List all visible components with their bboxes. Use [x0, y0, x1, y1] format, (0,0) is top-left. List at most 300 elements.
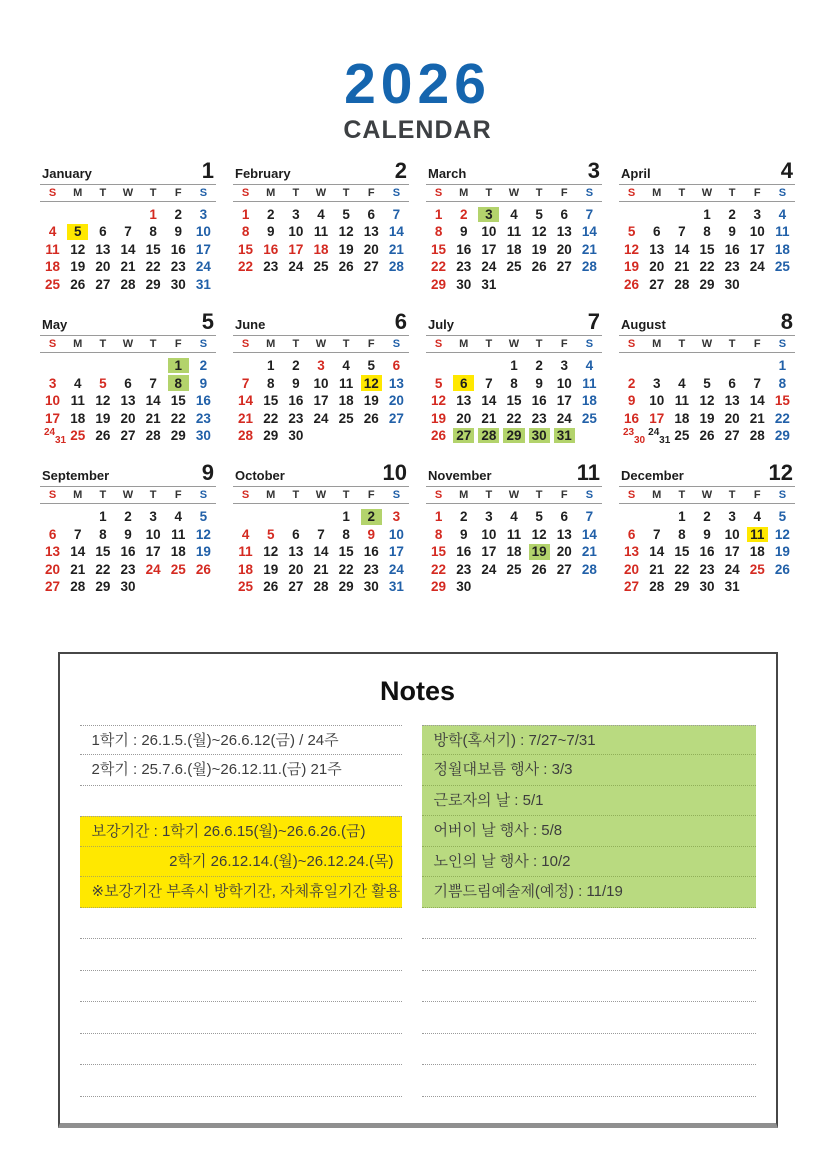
- day-cell: 24: [145, 561, 161, 577]
- blank-cell: [90, 357, 115, 375]
- year-title: 2026: [344, 52, 491, 116]
- weekday-label: W: [701, 489, 713, 502]
- day-cell: 8: [99, 526, 107, 542]
- day-cell: 7: [485, 375, 493, 391]
- month-number: 6: [394, 309, 407, 335]
- note-empty-row: [80, 971, 402, 1003]
- month-name: November: [428, 468, 492, 484]
- note-row: [422, 786, 756, 817]
- day-cell: 11: [775, 224, 790, 240]
- blank-cell: [552, 578, 577, 596]
- day-cell: 28: [388, 259, 404, 275]
- month-name: February: [235, 165, 291, 181]
- day-cell: 1: [149, 206, 157, 222]
- day-cell: 3: [560, 358, 569, 374]
- day-cell: 13: [556, 526, 572, 542]
- day-cell: 24: [313, 410, 329, 426]
- day-cell: 22: [95, 561, 111, 577]
- day-cell: 12: [195, 526, 211, 542]
- day-cell: [644, 427, 669, 445]
- day-cell: 17: [649, 410, 665, 426]
- weekday-label: T: [99, 186, 107, 199]
- day-cell: 5: [199, 509, 208, 525]
- day-cell: 14: [581, 526, 597, 542]
- day-cell: 1: [241, 206, 250, 222]
- day-grid: [619, 206, 795, 294]
- day-cell: 19: [338, 241, 354, 257]
- weekday-label: M: [459, 489, 469, 502]
- day-cell: 9: [124, 526, 132, 542]
- day-cell: 12: [699, 393, 715, 409]
- day-cell: 19: [70, 259, 86, 275]
- day-cell: 8: [678, 526, 686, 542]
- day-cell: 9: [199, 375, 208, 391]
- month-header: [40, 309, 216, 335]
- day-cell: 20: [456, 410, 472, 426]
- day-cell: 17: [195, 241, 211, 257]
- weekday-label: T: [678, 186, 686, 199]
- calendar-label: CALENDAR: [343, 116, 492, 144]
- day-cell: 23: [363, 561, 379, 577]
- blank-cell: [694, 357, 719, 375]
- day-cell: 27: [724, 428, 740, 444]
- blank-cell: [40, 508, 65, 526]
- weekday-label: T: [99, 337, 107, 350]
- blank-cell: [115, 357, 140, 375]
- day-cell: 15: [263, 393, 279, 409]
- day-cell: 15: [170, 393, 186, 409]
- weekday-label: S: [392, 186, 401, 199]
- weekday-label: W: [701, 337, 713, 350]
- note-row: [80, 725, 402, 756]
- weekday-label: F: [560, 186, 568, 199]
- day-cell: 25: [749, 561, 765, 577]
- day-grid: [233, 206, 409, 276]
- weekday-label: W: [315, 337, 327, 350]
- weekday-label: F: [367, 489, 375, 502]
- month-name: October: [235, 468, 285, 484]
- blank-cell: [745, 578, 770, 596]
- day-cell: 22: [170, 410, 186, 426]
- day-cell: 13: [288, 544, 304, 560]
- blank-cell: [577, 276, 602, 294]
- weekday-label: T: [485, 186, 493, 199]
- day-cell: 4: [73, 375, 82, 391]
- weekday-label: S: [778, 186, 787, 199]
- page-header: [0, 0, 835, 145]
- day-cell: 6: [367, 206, 376, 222]
- day-cell: 16: [699, 544, 715, 560]
- day-cell: 29: [431, 276, 447, 292]
- day-cell: 3: [317, 358, 325, 374]
- note-row: [80, 755, 402, 786]
- day-cell: 30: [363, 579, 379, 595]
- day-cell: 26: [774, 561, 790, 577]
- day-cell: [40, 427, 65, 445]
- weekday-row: [233, 184, 409, 202]
- day-cell: 29: [170, 428, 186, 444]
- day-cell: 16: [120, 544, 136, 560]
- blank-cell: [308, 508, 333, 526]
- weekday-row: [233, 486, 409, 504]
- day-cell: 4: [678, 375, 686, 391]
- day-cell: 9: [703, 526, 711, 542]
- day-cell: 29: [501, 427, 526, 445]
- day-cell: 4: [48, 224, 57, 240]
- note-empty-row: [422, 1034, 756, 1066]
- day-cell: 26: [195, 561, 211, 577]
- day-cell: 11: [313, 224, 329, 240]
- months-grid: [40, 158, 795, 596]
- note-text: 보강기간 : 1학기 26.6.15(월)~26.6.26.(금): [91, 823, 366, 841]
- day-cell: 12: [95, 393, 111, 409]
- day-cell: 27: [556, 259, 572, 275]
- day-cell: 29: [145, 276, 161, 292]
- day-cell: 25: [506, 561, 522, 577]
- day-cell: 2: [535, 358, 543, 374]
- day-cell: 12: [774, 526, 790, 542]
- day-cell: 1: [703, 206, 711, 222]
- day-cell: 28: [70, 579, 86, 595]
- day-cell: 10: [481, 224, 497, 240]
- blank-cell: [308, 427, 333, 445]
- weekday-label: S: [392, 337, 401, 350]
- day-cell: 17: [481, 544, 497, 560]
- weekday-label: S: [778, 337, 787, 350]
- day-cell: 15: [338, 544, 354, 560]
- day-cell: 4: [241, 526, 250, 542]
- day-cell: 31: [724, 579, 740, 595]
- weekday-label: M: [73, 489, 83, 502]
- day-cell: 17: [288, 241, 304, 257]
- day-cell: 2: [627, 375, 636, 391]
- day-cell: 25: [313, 259, 329, 275]
- day-cell: 10: [145, 526, 161, 542]
- day-cell: 10: [556, 375, 572, 391]
- weekday-label: S: [199, 337, 208, 350]
- note-text: 1학기 : 26.1.5.(월)~26.6.12(금) / 24주: [91, 731, 339, 749]
- blank-cell: [501, 276, 526, 294]
- day-cell: 30: [170, 276, 186, 292]
- day-cell: 9: [728, 224, 736, 240]
- weekday-label: S: [48, 489, 57, 502]
- month-name: September: [42, 468, 110, 484]
- day-cell: 26: [363, 410, 379, 426]
- day-cell: 6: [451, 374, 476, 392]
- weekday-label: W: [122, 337, 134, 350]
- blank-cell: [233, 357, 258, 375]
- blank-cell: [65, 508, 90, 526]
- month-number: 11: [576, 460, 600, 486]
- day-cell: 26: [699, 428, 715, 444]
- day-cell: 26: [70, 276, 86, 292]
- blank-cell: [359, 427, 384, 445]
- day-cell: 13: [363, 224, 379, 240]
- blank-cell: [552, 276, 577, 294]
- day-cell: 11: [171, 526, 186, 542]
- day-grid: [40, 508, 216, 596]
- day-cell: 29: [95, 579, 111, 595]
- day-cell: 13: [624, 544, 640, 560]
- weekday-label: T: [728, 489, 736, 502]
- month-number: 10: [382, 460, 407, 486]
- day-cell: 2: [199, 358, 208, 374]
- day-cell: 15: [145, 241, 161, 257]
- blank-cell: [527, 578, 552, 596]
- day-cell: 22: [238, 259, 254, 275]
- day-cell: 15: [674, 544, 690, 560]
- day-cell: 5: [266, 526, 275, 542]
- month-april: [619, 158, 795, 293]
- day-cell: 19: [95, 410, 111, 426]
- day-cell: 5: [342, 206, 350, 222]
- weekday-label: F: [753, 337, 761, 350]
- day-cell: 8: [510, 375, 518, 391]
- day-cell: 29: [699, 276, 715, 292]
- day-cell: 13: [45, 544, 61, 560]
- day-cell: 19: [531, 241, 547, 257]
- blank-cell: [644, 206, 669, 224]
- weekday-label: F: [174, 186, 182, 199]
- day-cell: 9: [266, 224, 275, 240]
- day-cell: 24: [556, 410, 572, 426]
- day-cell: 21: [70, 561, 86, 577]
- month-header: [40, 158, 216, 184]
- day-cell: 2: [359, 508, 384, 526]
- day-cell: 29: [674, 579, 690, 595]
- notes-left-column: [80, 725, 402, 1097]
- blank-cell: [40, 206, 65, 224]
- day-cell: 22: [431, 259, 447, 275]
- day-cell: 18: [238, 561, 254, 577]
- day-grid: [233, 357, 409, 445]
- day-cell: 16: [363, 544, 379, 560]
- day-cell: 14: [120, 241, 136, 257]
- day-cell: 30: [456, 579, 472, 595]
- day-cell: 27: [120, 428, 136, 444]
- day-cell: 18: [774, 241, 790, 257]
- month-number: 8: [780, 309, 793, 335]
- day-cell: 9: [367, 526, 376, 542]
- day-cell: 4: [174, 509, 183, 525]
- day-cell: 22: [774, 410, 790, 426]
- day-cell: 6: [99, 224, 107, 240]
- month-december: [619, 460, 795, 595]
- weekday-label: W: [701, 186, 713, 199]
- day-cell: 27: [288, 579, 304, 595]
- day-cell: 12: [70, 241, 86, 257]
- day-cell: 3: [149, 509, 157, 525]
- month-header: [619, 309, 795, 335]
- blank-cell: [191, 578, 216, 596]
- day-cell: 15: [238, 241, 254, 257]
- blank-cell: [283, 508, 308, 526]
- note-row: [80, 816, 402, 847]
- day-cell: 21: [238, 410, 254, 426]
- note-empty-row: [422, 971, 756, 1003]
- day-cell: 8: [434, 224, 443, 240]
- day-grid: [426, 357, 602, 445]
- day-cell: 20: [724, 410, 740, 426]
- day-cell: 28: [749, 428, 765, 444]
- day-cell: 7: [317, 526, 325, 542]
- day-cell: 17: [724, 544, 740, 560]
- blank-cell: [527, 276, 552, 294]
- day-cell: 23: [456, 259, 472, 275]
- day-cell: 7: [124, 224, 132, 240]
- stacked-dates: 24 31: [44, 426, 67, 446]
- day-cell: 7: [241, 375, 250, 391]
- day-cell: 16: [195, 393, 211, 409]
- day-cell: 4: [317, 206, 325, 222]
- day-cell: 6: [48, 526, 57, 542]
- blank-cell: [770, 578, 795, 596]
- month-number: 3: [587, 158, 600, 183]
- day-cell: 22: [145, 259, 161, 275]
- day-cell: 28: [476, 427, 501, 445]
- day-cell: 21: [581, 241, 597, 257]
- weekday-label: M: [652, 186, 662, 199]
- note-empty-row: [80, 1034, 402, 1066]
- day-cell: 9: [459, 224, 468, 240]
- day-cell: 21: [388, 241, 404, 257]
- day-cell: 23: [195, 410, 211, 426]
- weekday-label: S: [434, 186, 443, 199]
- day-cell: 25: [581, 410, 597, 426]
- day-cell: 15: [95, 544, 111, 560]
- day-cell: 21: [674, 259, 690, 275]
- note-text: 근로자의 날 : 5/1: [433, 791, 544, 809]
- day-cell: 6: [627, 526, 636, 542]
- stacked-dates: 23 30: [623, 426, 646, 446]
- day-cell: 7: [149, 375, 157, 391]
- day-cell: 9: [459, 526, 468, 542]
- day-cell: 22: [699, 259, 715, 275]
- day-cell: 3: [652, 375, 661, 391]
- day-cell: 1: [678, 509, 686, 525]
- day-cell: 19: [699, 410, 715, 426]
- day-cell: 1: [510, 358, 518, 374]
- day-cell: 29: [338, 579, 354, 595]
- day-cell: 15: [431, 241, 447, 257]
- day-cell: 25: [238, 579, 254, 595]
- day-cell: 23: [120, 561, 136, 577]
- month-number: 12: [768, 460, 793, 486]
- day-cell: 5: [778, 509, 787, 525]
- day-cell: 7: [652, 526, 661, 542]
- day-cell: 24: [388, 561, 404, 577]
- month-header: [233, 460, 409, 486]
- blank-cell: [166, 578, 191, 596]
- weekday-label: T: [535, 186, 543, 199]
- weekday-row: [619, 486, 795, 504]
- month-number: 2: [394, 158, 407, 183]
- weekday-label: F: [753, 186, 761, 199]
- blank-cell: [65, 206, 90, 224]
- day-cell: 14: [238, 393, 254, 409]
- day-cell: 20: [45, 561, 61, 577]
- blank-cell: [141, 578, 166, 596]
- day-cell: 7: [753, 375, 762, 391]
- day-cell: 22: [338, 561, 354, 577]
- day-cell: 10: [313, 375, 329, 391]
- weekday-label: F: [174, 489, 182, 502]
- day-cell: 26: [263, 579, 279, 595]
- month-number: 1: [201, 158, 214, 183]
- blank-cell: [644, 508, 669, 526]
- day-cell: 27: [451, 427, 476, 445]
- blank-cell: [476, 357, 501, 375]
- note-empty-row: [80, 1065, 402, 1097]
- weekday-label: F: [367, 337, 375, 350]
- note-row: [80, 877, 402, 908]
- note-empty-row: [422, 908, 756, 940]
- day-cell: 18: [506, 241, 522, 257]
- day-cell: 17: [388, 544, 404, 560]
- weekday-label: M: [459, 186, 469, 199]
- day-cell: 25: [170, 561, 186, 577]
- day-cell: 17: [749, 241, 765, 257]
- day-cell: 24: [481, 259, 497, 275]
- month-header: [426, 460, 602, 486]
- day-cell: 21: [145, 410, 161, 426]
- month-number: 7: [587, 309, 600, 335]
- day-cell: 21: [120, 259, 136, 275]
- blank-cell: [384, 427, 409, 445]
- blank-cell: [426, 357, 451, 375]
- day-cell: 2: [174, 206, 183, 222]
- day-cell: 19: [363, 393, 379, 409]
- blank-cell: [65, 357, 90, 375]
- day-cell: 18: [70, 410, 86, 426]
- weekday-row: [426, 184, 602, 202]
- day-cell: 9: [292, 375, 300, 391]
- weekday-row: [426, 335, 602, 353]
- weekday-label: T: [99, 489, 107, 502]
- weekday-label: T: [342, 186, 350, 199]
- day-cell: 18: [749, 544, 765, 560]
- day-cell: 20: [120, 410, 136, 426]
- day-cell: 23: [170, 259, 186, 275]
- day-cell: 27: [363, 259, 379, 275]
- blank-cell: [619, 357, 644, 375]
- weekday-label: T: [292, 337, 300, 350]
- day-cell: 23: [263, 259, 279, 275]
- day-cell: 5: [367, 358, 376, 374]
- weekday-label: M: [652, 337, 662, 350]
- day-cell: 19: [195, 544, 211, 560]
- day-cell: 19: [263, 561, 279, 577]
- day-cell: 21: [313, 561, 329, 577]
- weekday-label: F: [753, 489, 761, 502]
- month-november: [426, 460, 602, 595]
- blank-cell: [476, 578, 501, 596]
- weekday-label: W: [315, 186, 327, 199]
- day-cell: 23: [456, 561, 472, 577]
- day-cell: 2: [292, 358, 300, 374]
- weekday-label: M: [266, 186, 276, 199]
- note-empty-row: [422, 939, 756, 971]
- weekday-label: T: [728, 337, 736, 350]
- weekday-label: S: [778, 489, 787, 502]
- weekday-label: M: [266, 489, 276, 502]
- day-cell: 30: [456, 276, 472, 292]
- day-cell: 6: [124, 375, 132, 391]
- day-cell: 23: [699, 561, 715, 577]
- month-september: [40, 460, 216, 595]
- day-cell: 28: [238, 428, 254, 444]
- weekday-row: [233, 335, 409, 353]
